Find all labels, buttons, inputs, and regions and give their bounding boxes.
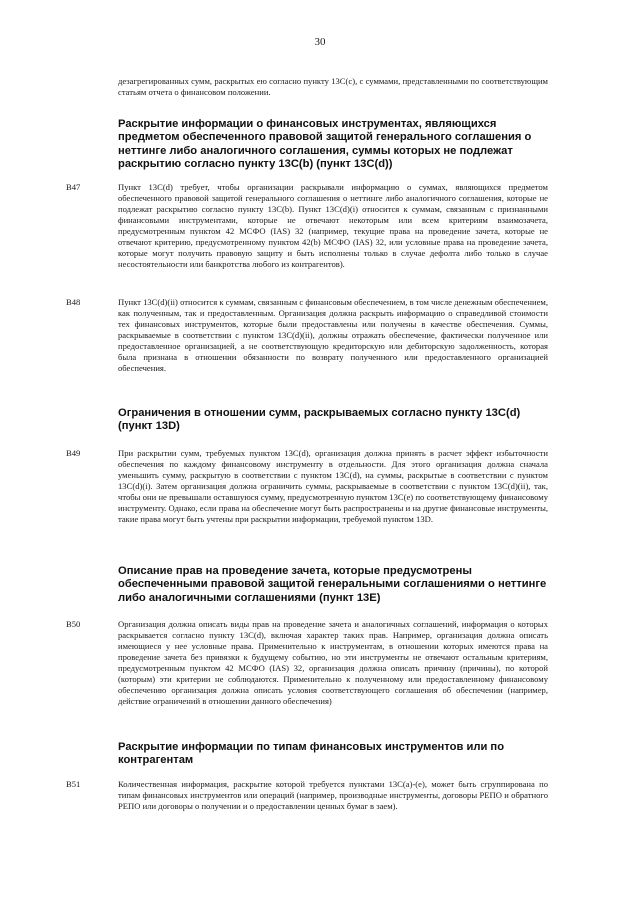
paragraph-number-b47: В47 (66, 182, 81, 192)
paragraph-number-b50: В50 (66, 619, 81, 629)
section-heading-offset-rights: Описание прав на проведение зачета, которые предусмотрены обеспеченными правовой защитой генеральными соглашениями о неттинге либо аналогичными соглашениями (пункт 13Е) (118, 565, 547, 604)
section-heading-by-type: Раскрытие информации по типам финансовых инструментов или по контрагентам (118, 741, 505, 767)
intro-paragraph: дезагрегированных сумм, раскрытых ею согласно пункту 13С(с), с суммами, представленными по соответствующим статьям отчета о финансовом положении. (118, 76, 548, 97)
paragraph-number-b48: В48 (66, 297, 81, 307)
paragraph-b48: Пункт 13С(d)(ii) относится к суммам, связанным с финансовым обеспечением, в том числе денежным обеспечением, как полученным, так и предоставленным. Организация должна раскрыть информацию о справедливой стоимости тех финансовых инструментов, которые были предоставлены или получены в качестве обеспечения. Суммы, раскрываемые в соответствии с пунктом 13С(d)(ii), должны отражать обеспечение, фактически полученное или предоставленное организацией, а не соответствующую кредиторскую или дебиторскую задолженность, которая была признана в отношении обязанности по возврату полученного или предоставленного организацией обеспечения. (118, 297, 548, 373)
paragraph-b49: При раскрытии сумм, требуемых пунктом 13С(d), организация должна принять в расчет эффект избыточности обеспечения по каждому финансовому инструменту в отдельности. Для этого организация должна сначала уменьшить сумму, раскрытую в соответствии с пунктом 13С(d), на суммы, раскрытые в соответствии с пунктом 13С(d)(i). Затем организация должна ограничить суммы, раскрываемые в соответствии с пунктом 13С(d)(ii), так, чтобы они не превышали оставшуюся сумму, предусмотренную пунктом 13С(е) по соответствующему финансовому инструменту. Однако, если права на обеспечение могут быть распространены и на другие финансовые инструменты, такие права могут быть учтены при раскрытии информации, требуемой пунктом 13D. (118, 448, 548, 524)
paragraph-number-b49: В49 (66, 448, 81, 458)
section-heading-offset-disclosure: Раскрытие информации о финансовых инструментах, являющихся предметом обеспеченного правовой защитой генерального соглашения о неттинге либо аналогичного соглашения, суммы которых не подлежат раскрытию согласно пункту 13С(b) (пункт 13С(d)) (118, 118, 532, 171)
paragraph-b47: Пункт 13С(d) требует, чтобы организации раскрывали информацию о суммах, являющихся предметом обеспеченного правовой защитой генерального соглашения о неттинге либо аналогичного соглашения, которые не подлежат раскрытию согласно пункту 13С(b). Пункт 13С(d)(i) относится к суммам, связанным с признанными финансовыми инструментами, которые не отвечают некоторым или всем критериям взаимозачета, предусмотренным пунктом 42 МСФО (IAS) 32 (например, текущие права на проведение зачета, которые не отвечают критерию, предусмотренному пунктом 42(b) МСФО (IAS) 32, или условные права на проведение зачета, которые могут получить правовую защиту и быть исполнены только в случае дефолта либо только в случае несостоятельности или банкротства любого из контрагентов). (118, 182, 548, 269)
page-number: 30 (314, 36, 326, 48)
paragraph-number-b51: В51 (66, 779, 81, 789)
paragraph-b50: Организация должна описать виды прав на проведение зачета и аналогичных соглашений, информация о которых раскрывается согласно пункту 13С(d), включая характер таких прав. Например, организация должна описать имеющиеся у нее условные права. Применительно к инструментам, в отношении которых имеются права на проведение зачета без привязки к будущему событию, но эти инструменты не отвечают остальным критериям, предусмотренным пунктом 42 МСФО (IAS) 32, организация должна описать причину (причины), по которой (которым) эти критерии не соблюдаются. Применительно к полученному или предоставленному финансовому обеспечению организация должна описать условия соответствующего соглашения об обеспечении (например, действие ограничений в отношении данного обеспечения) (118, 619, 548, 706)
paragraph-b51: Количественная информация, раскрытие которой требуется пунктами 13С(а)-(е), может быть сгруппирована по типам финансовых инструментов или операций (например, производные инструменты, договоры РЕПО и обратного РЕПО или договоры о получении и о предоставлении ценных бумаг в заем). (118, 779, 548, 811)
section-heading-limits: Ограничения в отношении сумм, раскрываемых согласно пункту 13С(d) (пункт 13D) (118, 407, 521, 433)
